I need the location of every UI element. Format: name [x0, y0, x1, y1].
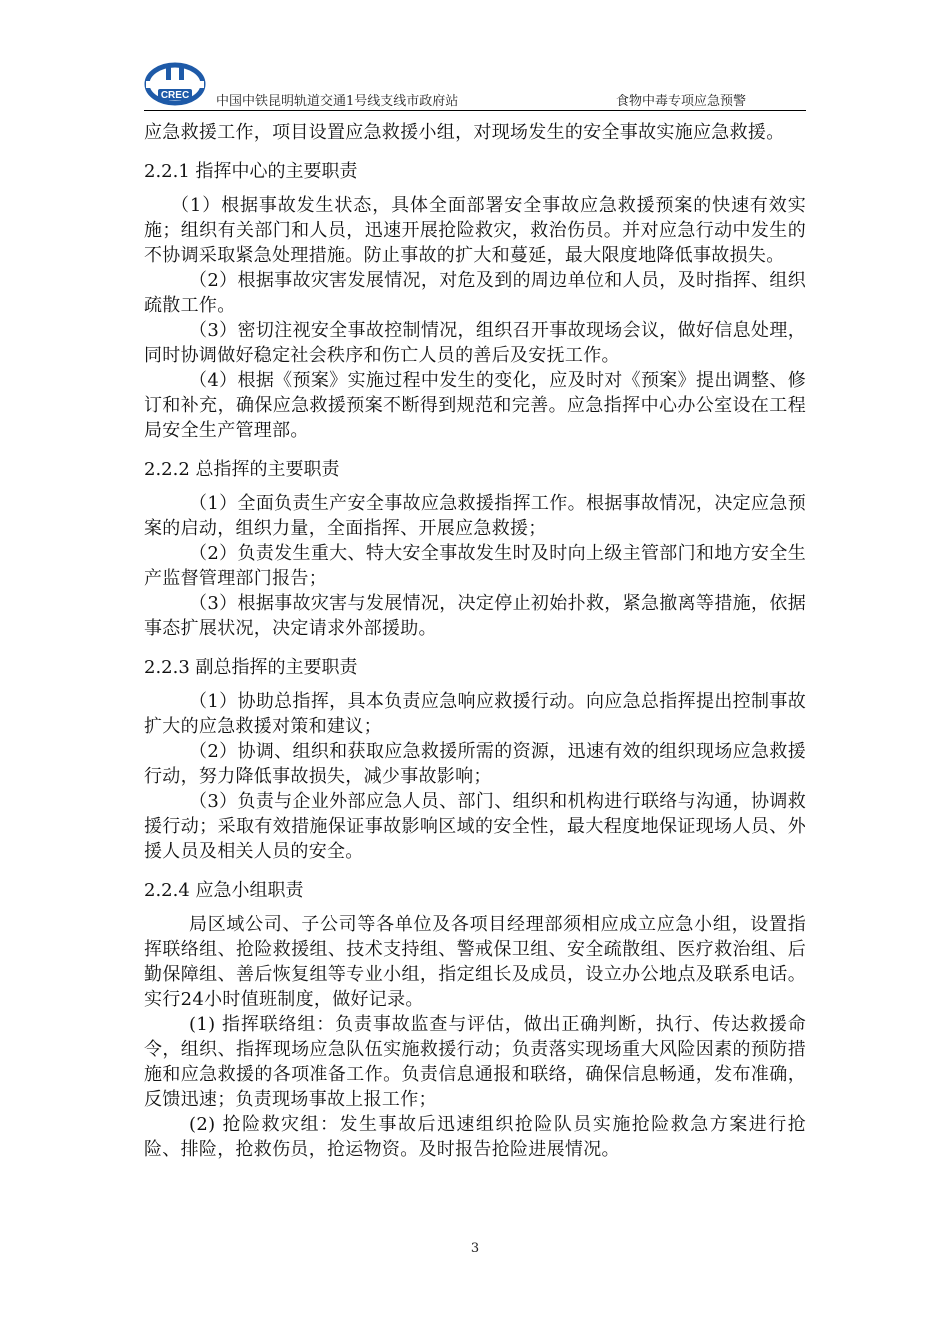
paragraph: (1) 指挥联络组：负责事故监查与评估，做出正确判断，执行、传达救援命令，组织、指挥现场应急队伍实施救援行动；负责落实现场重大风险因素的预防措施和应急救援的各项准备工作。负责信息通报和联络，确保信息畅通，发布准确，反馈迅速；负责现场事故上报工作； [144, 1014, 806, 1110]
page-content [144, 120, 806, 1162]
section-heading-2-2-3: 2.2.3 副总指挥的主要职责 [144, 657, 358, 678]
page-header [144, 62, 806, 112]
page-number: 3 [470, 1241, 480, 1256]
logo-text: CREC [160, 90, 190, 101]
header-divider [144, 110, 806, 111]
section-heading-2-2-4: 2.2.4 应急小组职责 [144, 880, 304, 901]
header-project-name: 中国中铁昆明轨道交通1号线支线市政府站 [216, 94, 459, 109]
intro-paragraph: 应急救援工作，项目设置应急救援小组，对现场发生的安全事故实施应急救援。 [144, 122, 785, 143]
crec-logo [144, 62, 206, 106]
paragraph: （2）根据事故灾害发展情况，对危及到的周边单位和人员，及时指挥、组织疏散工作。 [144, 270, 806, 316]
paragraph: 局区域公司、子公司等各单位及各项目经理部须相应成立应急小组，设置指挥联络组、抢险救援组、技术支持组、警戒保卫组、安全疏散组、医疗救治组、后勤保障组、善后恢复组等专业小组，指定组长及成员，设立办公地点及联系电话。实行24小时值班制度，做好记录。 [144, 914, 806, 1010]
section-heading-2-2-1: 2.2.1 指挥中心的主要职责 [144, 161, 358, 182]
paragraph: （2）负责发生重大、特大安全事故发生时及时向上级主管部门和地方安全生产监督管理部门报告； [144, 543, 806, 589]
paragraph: （2）协调、组织和获取应急救援所需的资源，迅速有效的组织现场应急救援行动，努力降低事故损失，减少事故影响； [144, 741, 806, 787]
paragraph: （3）负责与企业外部应急人员、部门、组织和机构进行联络与沟通，协调救援行动；采取有效措施保证事故影响区域的安全性，最大程度地保证现场人员、外援人员及相关人员的安全。 [144, 791, 806, 862]
paragraph: （1）协助总指挥，具本负责应急响应救援行动。向应急总指挥提出控制事故扩大的应急救援对策和建议； [144, 691, 806, 737]
paragraph: (2) 抢险救灾组：发生事故后迅速组织抢险队员实施抢险救急方案进行抢险、排险，抢救伤员，抢运物资。及时报告抢险进展情况。 [144, 1114, 806, 1160]
paragraph: （1）根据事故发生状态，具体全面部署安全事故应急救援预案的快速有效实施；组织有关部门和人员，迅速开展抢险救灾，救治伤员。并对应急行动中发生的不协调采取紧急处理措施。防止事故的扩大和蔓延，最大限度地降低事故损失。 [144, 195, 806, 266]
paragraph: （1）全面负责生产安全事故应急救援指挥工作。根据事故情况，决定应急预案的启动，组织力量，全面指挥、开展应急救援； [144, 493, 806, 539]
section-heading-2-2-2: 2.2.2 总指挥的主要职责 [144, 459, 340, 480]
paragraph: （4）根据《预案》实施过程中发生的变化，应及时对《预案》提出调整、修订和补充，确保应急救援预案不断得到规范和完善。应急指挥中心办公室设在工程局安全生产管理部。 [144, 370, 806, 441]
paragraph: （3）密切注视安全事故控制情况，组织召开事故现场会议，做好信息处理，同时协调做好稳定社会秩序和伤亡人员的善后及安抚工作。 [144, 320, 806, 366]
paragraph: （3）根据事故灾害与发展情况，决定停止初始扑救，紧急撤离等措施，依据事态扩展状况，决定请求外部援助。 [144, 593, 806, 639]
header-doc-title: 食物中毒专项应急预警 [615, 94, 746, 109]
